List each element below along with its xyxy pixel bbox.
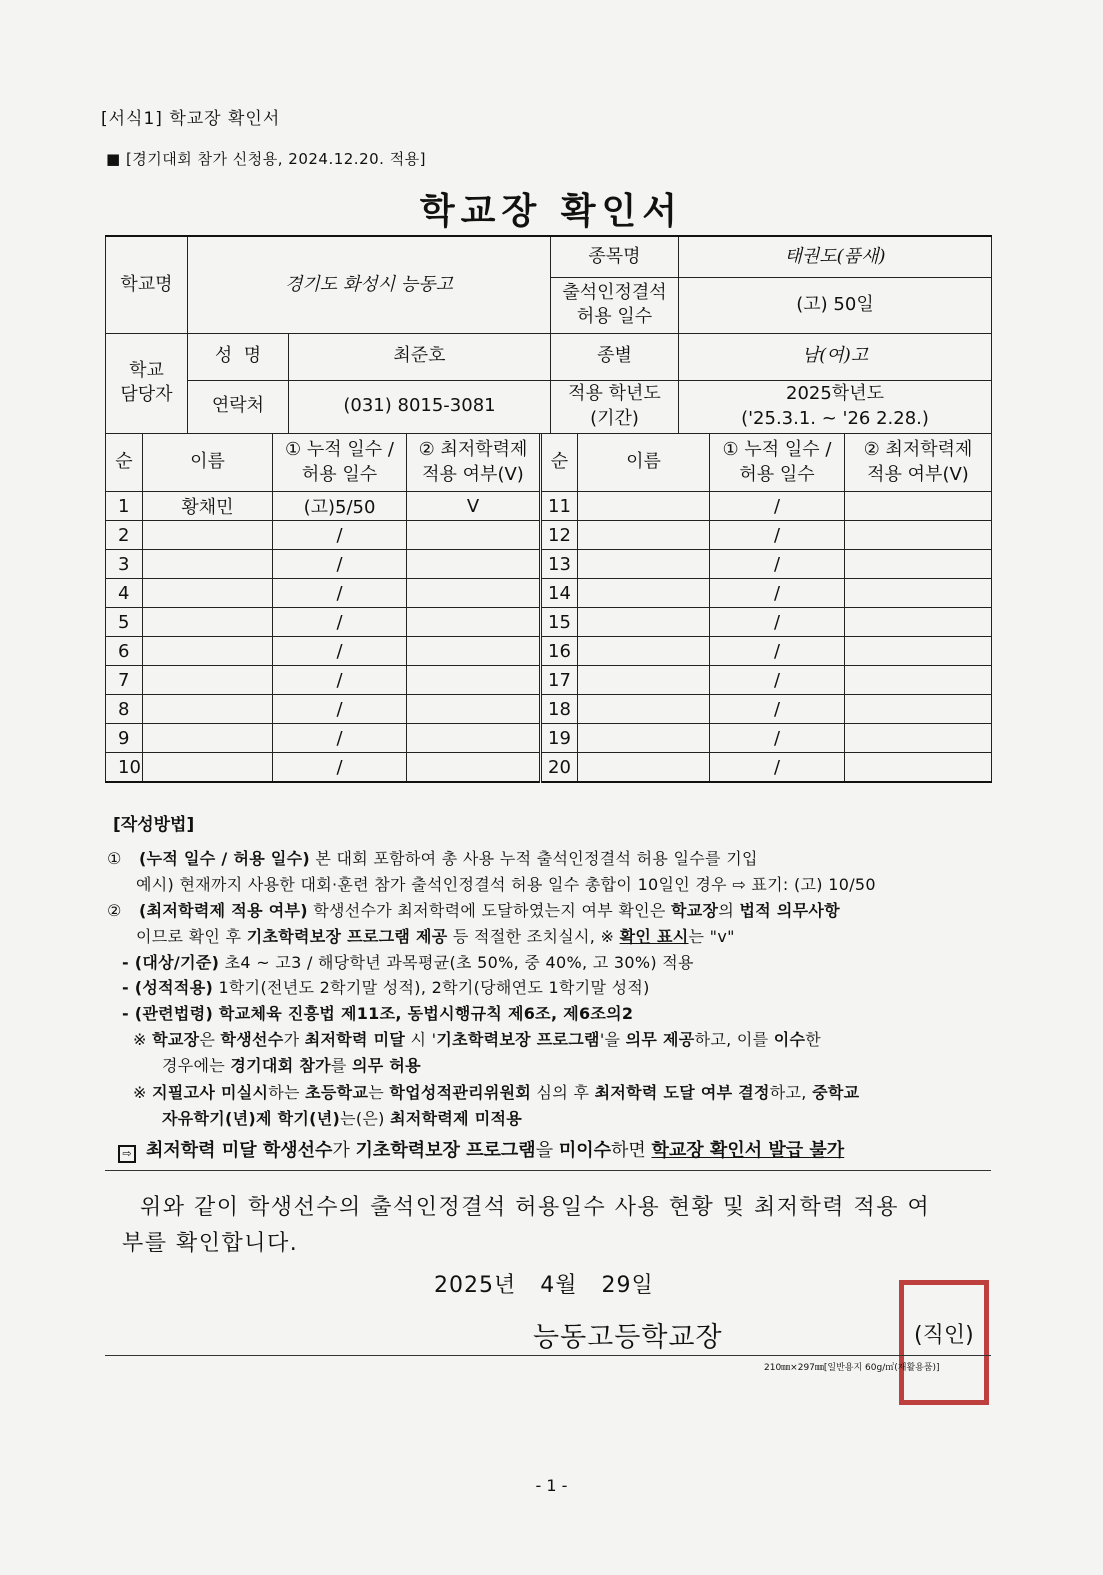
header-minimum-line2: 적용 여부(V): [422, 463, 524, 485]
header-cumulative-line2: 허용 일수: [301, 463, 378, 485]
bold-text: 학업성적관리위원회: [389, 1083, 532, 1102]
gender-value: 남(여)고: [679, 333, 992, 380]
text: ※: [133, 1083, 153, 1102]
absence-label-line2: 허용 일수: [576, 306, 653, 327]
bold-text: 최저학력제 미적용: [390, 1109, 523, 1128]
method-line-11: [162, 1106, 522, 1129]
cumulative-days: /: [710, 637, 845, 666]
cumulative-days: /: [273, 753, 407, 783]
minimum-check: V: [407, 492, 541, 521]
row-number: 5: [106, 608, 143, 637]
absence-label-line1: 출석인정결석: [562, 281, 667, 303]
text: 는(은): [340, 1109, 391, 1128]
text: 하면: [611, 1140, 652, 1161]
text: 이므로 확인 후: [136, 927, 247, 946]
header-cumulative-left: [273, 434, 407, 492]
cumulative-days: /: [273, 666, 407, 695]
text: 본 대회 포함하여 총 사용 누적 출석인정결석 허용 일수를 기입: [309, 849, 758, 868]
text: 은: [199, 1030, 221, 1049]
student-name: [143, 579, 273, 608]
table-row: [106, 550, 992, 579]
cumulative-days: /: [273, 695, 407, 724]
minimum-check: [407, 695, 541, 724]
bold-text: - (성적적용): [122, 978, 214, 997]
student-name: [578, 695, 710, 724]
method-line-3: [107, 898, 840, 921]
student-name: [143, 695, 273, 724]
student-name: [143, 550, 273, 579]
text: 하는: [268, 1083, 306, 1102]
minimum-check: [407, 724, 541, 753]
student-name: [578, 492, 710, 521]
absence-label: [551, 277, 679, 333]
row-number: 15: [541, 608, 578, 637]
school-label: 학교명: [106, 236, 188, 333]
minimum-check: [845, 521, 992, 550]
row-number: 9: [106, 724, 143, 753]
page-number: - 1 -: [535, 1476, 568, 1495]
minimum-check: [407, 666, 541, 695]
bold-text: (최저학력제 적용 여부): [139, 901, 308, 920]
method-line-2: 예시) 현재까지 사용한 대회·훈련 참가 출석인정결석 허용 일수 총합이 10일인 경우 ⇨ 표기: (고) 10/50: [136, 875, 876, 894]
header-minimum-line2: 적용 여부(V): [867, 463, 969, 485]
text: 초4 ~ 고3 / 해당학년 과목평균(초 50%, 중 40%, 고 30%) 적용: [219, 953, 694, 972]
student-name: [143, 608, 273, 637]
method-line-9: [162, 1053, 421, 1076]
bold-text: - (대상/기준): [122, 953, 220, 972]
table-row: [106, 724, 992, 753]
row-number: 19: [541, 724, 578, 753]
bold-text: 자유학기(년)제 학기(년): [162, 1109, 341, 1128]
header-cumulative-line1: ① 누적 일수 /: [285, 439, 394, 461]
row-number: 6: [106, 637, 143, 666]
issue-date: 2025년 4월 29일: [434, 1273, 654, 1298]
bold-text: 최저학력 미달: [304, 1030, 406, 1049]
year-value-line2: ('25.3.1. ~ '26 2.28.): [741, 407, 929, 429]
student-name: [143, 666, 273, 695]
minimum-check: [845, 753, 992, 783]
cumulative-days: /: [273, 579, 407, 608]
name-label: 성 명: [188, 333, 289, 380]
bold-text: (누적 일수 / 허용 일수): [139, 849, 310, 868]
table-row: [106, 695, 992, 724]
bold-text: 학교장 확인서 발급 불가: [651, 1140, 845, 1161]
row-number: 3: [106, 550, 143, 579]
absence-value: (고) 50일: [679, 277, 992, 333]
row-number: 1: [106, 492, 143, 521]
minimum-check: [845, 579, 992, 608]
name-value: 최준호: [289, 333, 551, 380]
text: 학생선수가 최저학력에 도달하였는지 여부 확인은: [307, 901, 672, 920]
method-line-4: [136, 924, 735, 947]
text: '을: [599, 1030, 626, 1049]
circle-two: ②: [107, 901, 122, 920]
student-table: [105, 433, 992, 783]
table-row: [106, 637, 992, 666]
row-number: 2: [106, 521, 143, 550]
header-minimum-left: [407, 434, 541, 492]
header-cumulative-line2: 허용 일수: [739, 463, 815, 485]
year-label-line1: 적용 학년도: [568, 383, 661, 405]
header-seq-left: 순: [106, 434, 143, 492]
minimum-check: [845, 666, 992, 695]
cumulative-days: /: [710, 550, 845, 579]
row-number: 18: [541, 695, 578, 724]
text: 심의 후: [531, 1083, 595, 1102]
text: 의: [718, 901, 740, 920]
student-name: [143, 724, 273, 753]
minimum-check: [407, 550, 541, 579]
student-name: [578, 608, 710, 637]
text: 하고, 이를: [694, 1030, 774, 1049]
minimum-check: [845, 724, 992, 753]
cumulative-days: /: [710, 579, 845, 608]
text: 하고,: [769, 1083, 813, 1102]
row-number: 12: [541, 521, 578, 550]
text: 는 "v": [688, 927, 735, 946]
manager-label-line1: 학교: [129, 359, 164, 381]
student-name: [578, 753, 710, 783]
cumulative-days: /: [710, 492, 845, 521]
text: ※: [133, 1030, 153, 1049]
header-minimum-line1: ② 최저학력제: [863, 439, 973, 461]
table-row: [106, 521, 992, 550]
student-name: [578, 579, 710, 608]
text: 1학기(전년도 2학기말 성적), 2학기(당해연도 1학기말 성적): [213, 978, 650, 997]
circle-one: ①: [107, 849, 122, 868]
seal-label: (직인): [914, 1323, 974, 1348]
student-name: [578, 637, 710, 666]
form-label: [서식1] 학교장 확인서: [101, 109, 281, 129]
minimum-check: [845, 695, 992, 724]
cumulative-days: /: [710, 608, 845, 637]
event-value: 태권도(품새): [679, 236, 992, 277]
gender-label: 종별: [551, 333, 679, 380]
bold-text: 미이수: [558, 1140, 611, 1161]
row-number: 4: [106, 579, 143, 608]
contact-value: (031) 8015-3081: [289, 380, 551, 433]
divider: [105, 1170, 991, 1171]
cumulative-days: /: [710, 666, 845, 695]
method-line-8: [133, 1027, 821, 1050]
method-line-1: [107, 846, 758, 869]
table-row: [106, 608, 992, 637]
manager-label: [106, 333, 188, 433]
student-name: [578, 724, 710, 753]
cumulative-days: /: [710, 724, 845, 753]
text: 시 ': [405, 1030, 437, 1049]
year-label: [551, 380, 679, 433]
minimum-check: [845, 550, 992, 579]
row-number: 20: [541, 753, 578, 783]
bold-text: 학교체육 진흥법 제11조, 동법시행규칙 제6조, 제6조의2: [213, 1004, 634, 1023]
minimum-check: [407, 637, 541, 666]
bottom-divider: [105, 1355, 991, 1356]
bold-text: 이수: [773, 1030, 806, 1049]
bold-text: 의무 허용: [352, 1056, 421, 1075]
row-number: 16: [541, 637, 578, 666]
bold-text: 경기대회 참가: [230, 1056, 331, 1075]
minimum-check: [845, 492, 992, 521]
minimum-check: [845, 637, 992, 666]
bold-text: 최저학력 도달 여부 결정: [594, 1083, 770, 1102]
text: 를: [330, 1056, 352, 1075]
manager-label-line2: 담당자: [120, 384, 173, 405]
year-value: [679, 380, 992, 433]
minimum-check: [407, 753, 541, 783]
bold-text: 기초학력보장 프로그램: [436, 1030, 600, 1049]
bold-text: 중학교: [812, 1083, 860, 1102]
bold-text: 의무 제공: [625, 1030, 695, 1049]
bold-text: 학생선수: [220, 1030, 284, 1049]
final-notice: [118, 1136, 844, 1163]
student-name: 황채민: [143, 492, 273, 521]
minimum-check: [407, 521, 541, 550]
method-line-10: [133, 1080, 859, 1103]
row-number: 11: [541, 492, 578, 521]
table-row: [106, 492, 992, 521]
row-number: 14: [541, 579, 578, 608]
text: 가: [332, 1140, 356, 1161]
document-title: 학교장 확인서: [419, 191, 684, 232]
row-number: 10: [106, 753, 143, 783]
header-cumulative-line1: ① 누적 일수 /: [722, 439, 832, 461]
text: 등 적절한 조치실시, ※: [447, 927, 620, 946]
row-number: 8: [106, 695, 143, 724]
header-seq-right: 순: [541, 434, 578, 492]
cumulative-days: /: [273, 724, 407, 753]
paper-spec: 210㎜×297㎜[일반용지 60g/㎡(재활용품)]: [764, 1363, 940, 1373]
bold-text: 확인 표시: [619, 927, 689, 946]
row-number: 17: [541, 666, 578, 695]
bold-text: 최저학력 미달 학생선수: [146, 1140, 333, 1161]
text: 는: [368, 1083, 390, 1102]
minimum-check: [845, 608, 992, 637]
text: 한: [805, 1030, 822, 1049]
school-value: 경기도 화성시 능동고: [188, 236, 551, 333]
text: 경우에는: [162, 1056, 231, 1075]
year-label-line2: (기간): [590, 407, 639, 429]
header-name-left: 이름: [143, 434, 273, 492]
table-row: [106, 666, 992, 695]
bold-text: - (관련법령): [122, 1004, 214, 1023]
method-line-7: [122, 1001, 633, 1024]
method-line-6: [122, 975, 650, 998]
table-row: [106, 579, 992, 608]
header-name-right: 이름: [578, 434, 710, 492]
header-minimum-line1: ② 최저학력제: [418, 439, 528, 461]
header-minimum-right: [845, 434, 992, 492]
student-name: [143, 753, 273, 783]
cumulative-days: /: [710, 521, 845, 550]
cumulative-days: /: [273, 521, 407, 550]
student-name: [578, 521, 710, 550]
year-value-line1: 2025학년도: [786, 383, 884, 405]
info-table: [105, 235, 992, 434]
cumulative-days: /: [273, 608, 407, 637]
text: 을: [535, 1140, 559, 1161]
student-name: [143, 521, 273, 550]
cumulative-days: /: [710, 695, 845, 724]
text: 가: [283, 1030, 305, 1049]
method-title: [작성방법]: [113, 815, 195, 835]
cumulative-days: /: [273, 550, 407, 579]
student-name: [578, 666, 710, 695]
header-cumulative-right: [710, 434, 845, 492]
cumulative-days: /: [273, 637, 407, 666]
event-label: 종목명: [551, 236, 679, 277]
bold-text: 법적 의무사항: [739, 901, 840, 920]
bold-text: 지필고사 미실시: [152, 1083, 269, 1102]
arrow-box-icon: ⇨: [118, 1145, 136, 1163]
principal-name: 능동고등학교장: [533, 1322, 723, 1353]
student-name: [578, 550, 710, 579]
minimum-check: [407, 608, 541, 637]
bold-text: 초등학교: [305, 1083, 369, 1102]
cumulative-days: (고)5/50: [273, 492, 407, 521]
form-note: ■ [경기대회 참가 신청용, 2024.12.20. 적용]: [106, 150, 427, 168]
confirm-line-2: 부를 확인합니다.: [122, 1231, 299, 1256]
row-number: 13: [541, 550, 578, 579]
table-row: [106, 753, 992, 783]
cumulative-days: /: [710, 753, 845, 783]
student-name: [143, 637, 273, 666]
method-line-5: [122, 950, 694, 973]
row-number: 7: [106, 666, 143, 695]
minimum-check: [407, 579, 541, 608]
bold-text: 학교장: [152, 1030, 200, 1049]
contact-label: 연락처: [188, 380, 289, 433]
confirm-line-1: 위와 같이 학생선수의 출석인정결석 허용일수 사용 현황 및 최저학력 적용 여: [140, 1195, 931, 1220]
bold-text: 기초학력보장 프로그램: [355, 1140, 536, 1161]
bold-text: 학교장: [671, 901, 719, 920]
bold-text: 기초학력보장 프로그램 제공: [246, 927, 448, 946]
